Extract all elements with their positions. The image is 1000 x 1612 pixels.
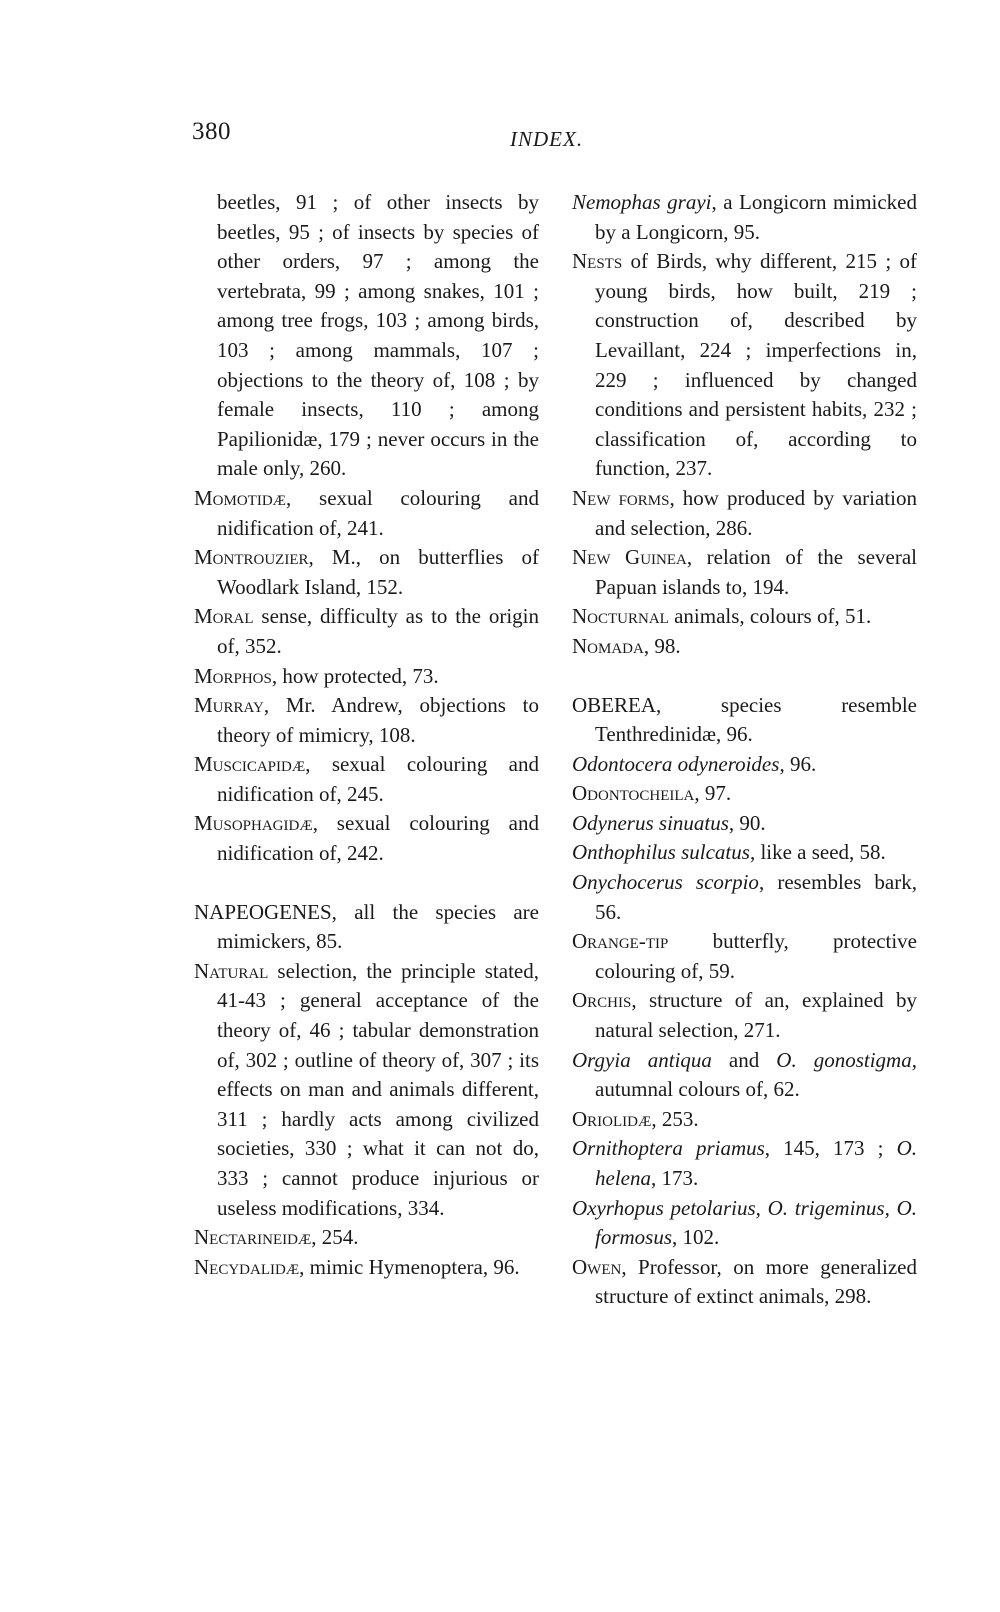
index-entry (572, 1134, 917, 1193)
index-entry (194, 898, 539, 957)
entry-text: , structure of an, explained by natural selection, 271. (595, 988, 917, 1043)
entry-heading: Oriolidæ (572, 1106, 652, 1131)
entry-heading: Murray (194, 693, 264, 718)
entry-italic-text: Onychocerus scorpio (572, 870, 759, 895)
entry-text: selection, the principle stated, 41-43 ; general acceptance of the theory of, 46 ; tabular demonstration of, 302 ; outline of theory of, 307 ; its effects on man and animals different, 311 ; hardly acts among civilized societies, 330 ; what it can not do, 333 ; cannot produce injurious or useless modifications, 334. (217, 958, 539, 1220)
index-entry (194, 188, 539, 484)
entry-text: butterfly, protective colouring of, 59. (595, 929, 917, 983)
entry-italic-text: O. gonostigma (776, 1047, 912, 1072)
entry-heading: Muscicapidæ (194, 752, 306, 777)
entry-italic-text: Orgyia antiqua (572, 1047, 712, 1072)
entry-italic-text: O. helena (595, 1136, 917, 1190)
page-number: 380 (192, 118, 231, 145)
entry-text: NAPEOGENES, all the species are mimickers, 85. (194, 899, 539, 954)
entry-text: , like a seed, 58. (749, 840, 886, 865)
entry-text: , relation of the several Papuan islands to, 194. (595, 545, 918, 599)
entry-text: , sexual colouring and nidification of, 242. (217, 811, 539, 866)
index-entry (194, 809, 539, 868)
entry-heading: Nectarineidæ (194, 1225, 312, 1250)
entry-heading: Orange-tip (572, 929, 669, 954)
entry-text: , mimic Hymenoptera, 96. (299, 1254, 520, 1279)
index-column-left (194, 188, 539, 1282)
entry-heading: Nests (572, 249, 623, 274)
index-entry (572, 543, 917, 602)
entry-heading: Natural (194, 958, 269, 983)
index-entry (572, 602, 917, 632)
index-entry (572, 986, 917, 1045)
index-entry (572, 247, 917, 484)
index-entry (572, 927, 917, 986)
entry-text: , Professor, on more generalized structure of extinct animals, 298. (595, 1254, 917, 1309)
entry-text: , sexual colouring and nidification of, 245. (217, 752, 539, 806)
entry-text: , autumnal colours of, 62. (595, 1047, 917, 1102)
index-entry (572, 484, 917, 543)
entry-heading: Necydalidæ (194, 1254, 300, 1279)
index-entry (572, 809, 917, 839)
entry-text: OBEREA, species resemble Tenthredinidæ, 96. (572, 692, 917, 747)
index-entry (572, 1253, 917, 1312)
index-entry (572, 632, 917, 662)
entry-text: , 173. (650, 1166, 699, 1190)
index-entry (194, 602, 539, 661)
entry-text: sense, difficulty as to the origin of, 352. (217, 604, 539, 658)
index-entry (194, 957, 539, 1223)
entry-heading: Owen (572, 1254, 622, 1279)
index-entry (572, 838, 917, 868)
entry-italic-text: Nemophas grayi (572, 190, 712, 214)
entry-heading: New forms (572, 485, 670, 510)
entry-text: animals, colours of, 51. (668, 604, 872, 629)
index-entry (572, 1194, 917, 1253)
entry-text: , 90. (728, 810, 766, 835)
entry-text: , a Longicorn mimicked by a Longicorn, 95. (595, 190, 918, 244)
entry-italic-text: Ornithoptera priamus (572, 1136, 765, 1161)
entry-text: , 253. (651, 1106, 699, 1131)
entry-heading: New Guinea (572, 545, 687, 570)
index-entry (194, 691, 539, 750)
entry-italic-text: Odynerus sinuatus (572, 810, 729, 835)
entry-heading: Morphos (194, 663, 272, 688)
entry-italic-text: Onthophilus sulcatus (572, 840, 750, 865)
index-entry (572, 1046, 917, 1105)
index-entry (194, 1253, 539, 1283)
entry-italic-text: Oxyrhopus petolarius, O. trigeminus, O. formosus (572, 1195, 917, 1250)
index-entry (194, 543, 539, 602)
index-column-right (572, 188, 917, 1312)
entry-text: of Birds, why different, 215 ; of young birds, how built, 219 ; construction of, described by Levaillant, 224 ; imperfections in, 229 ; influenced by changed conditions and persistent habits, 232 ; classification of, according to function, 237. (595, 249, 917, 481)
index-entry (194, 1223, 539, 1253)
entry-heading: Montrouzier (194, 545, 309, 570)
index-entry (194, 484, 539, 543)
entry-heading: Momotidæ (194, 485, 287, 510)
entry-text: , sexual colouring and nidification of, 241. (217, 485, 539, 540)
entry-text: , how produced by variation and selection, 286. (595, 485, 917, 540)
entry-text: , 98. (643, 633, 681, 658)
index-entry (572, 691, 917, 750)
entry-italic-text: Odontocera odyneroides (572, 751, 780, 776)
entry-heading: Odontocheila (572, 781, 695, 806)
entry-heading: Moral (194, 604, 254, 629)
entry-text: , resembles bark, 56. (595, 870, 917, 924)
entry-text: , Mr. Andrew, objections to theory of mimicry, 108. (217, 693, 539, 747)
entry-text: , 96. (779, 751, 817, 776)
entry-text: , 102. (672, 1225, 720, 1250)
entry-text: beetles, 91 ; of other insects by beetles, 95 ; of insects by species of other orders, 97 ; among the vertebrata, 99 ; among snakes, 101 ; among tree frogs, 103 ; among birds, 103 ; among mammals, 107 ; objections to the theory of, 108 ; by female insects, 110 ; among Papilionidæ, 179 ; never occurs in the male only, 260. (217, 190, 539, 481)
entry-text: , 254. (311, 1225, 359, 1250)
index-entry (572, 779, 917, 809)
entry-heading: Orchis (572, 988, 632, 1013)
entry-text: and (711, 1047, 777, 1072)
entry-text: , M., on butterflies of Woodlark Island, 152. (217, 545, 539, 599)
index-entry (572, 750, 917, 780)
index-entry (572, 868, 917, 927)
index-entry (194, 662, 539, 692)
entry-heading: Musophagidæ (194, 811, 313, 836)
index-entry (194, 750, 539, 809)
entry-text: , 145, 173 ; (764, 1136, 897, 1161)
index-entry (572, 188, 917, 247)
entry-heading: Nocturnal (572, 604, 669, 629)
index-entry (572, 1105, 917, 1135)
entry-heading: Nomada (572, 633, 644, 658)
entry-text: , 97. (694, 781, 732, 806)
running-head: INDEX. (510, 127, 584, 151)
entry-text: , how protected, 73. (271, 663, 439, 688)
